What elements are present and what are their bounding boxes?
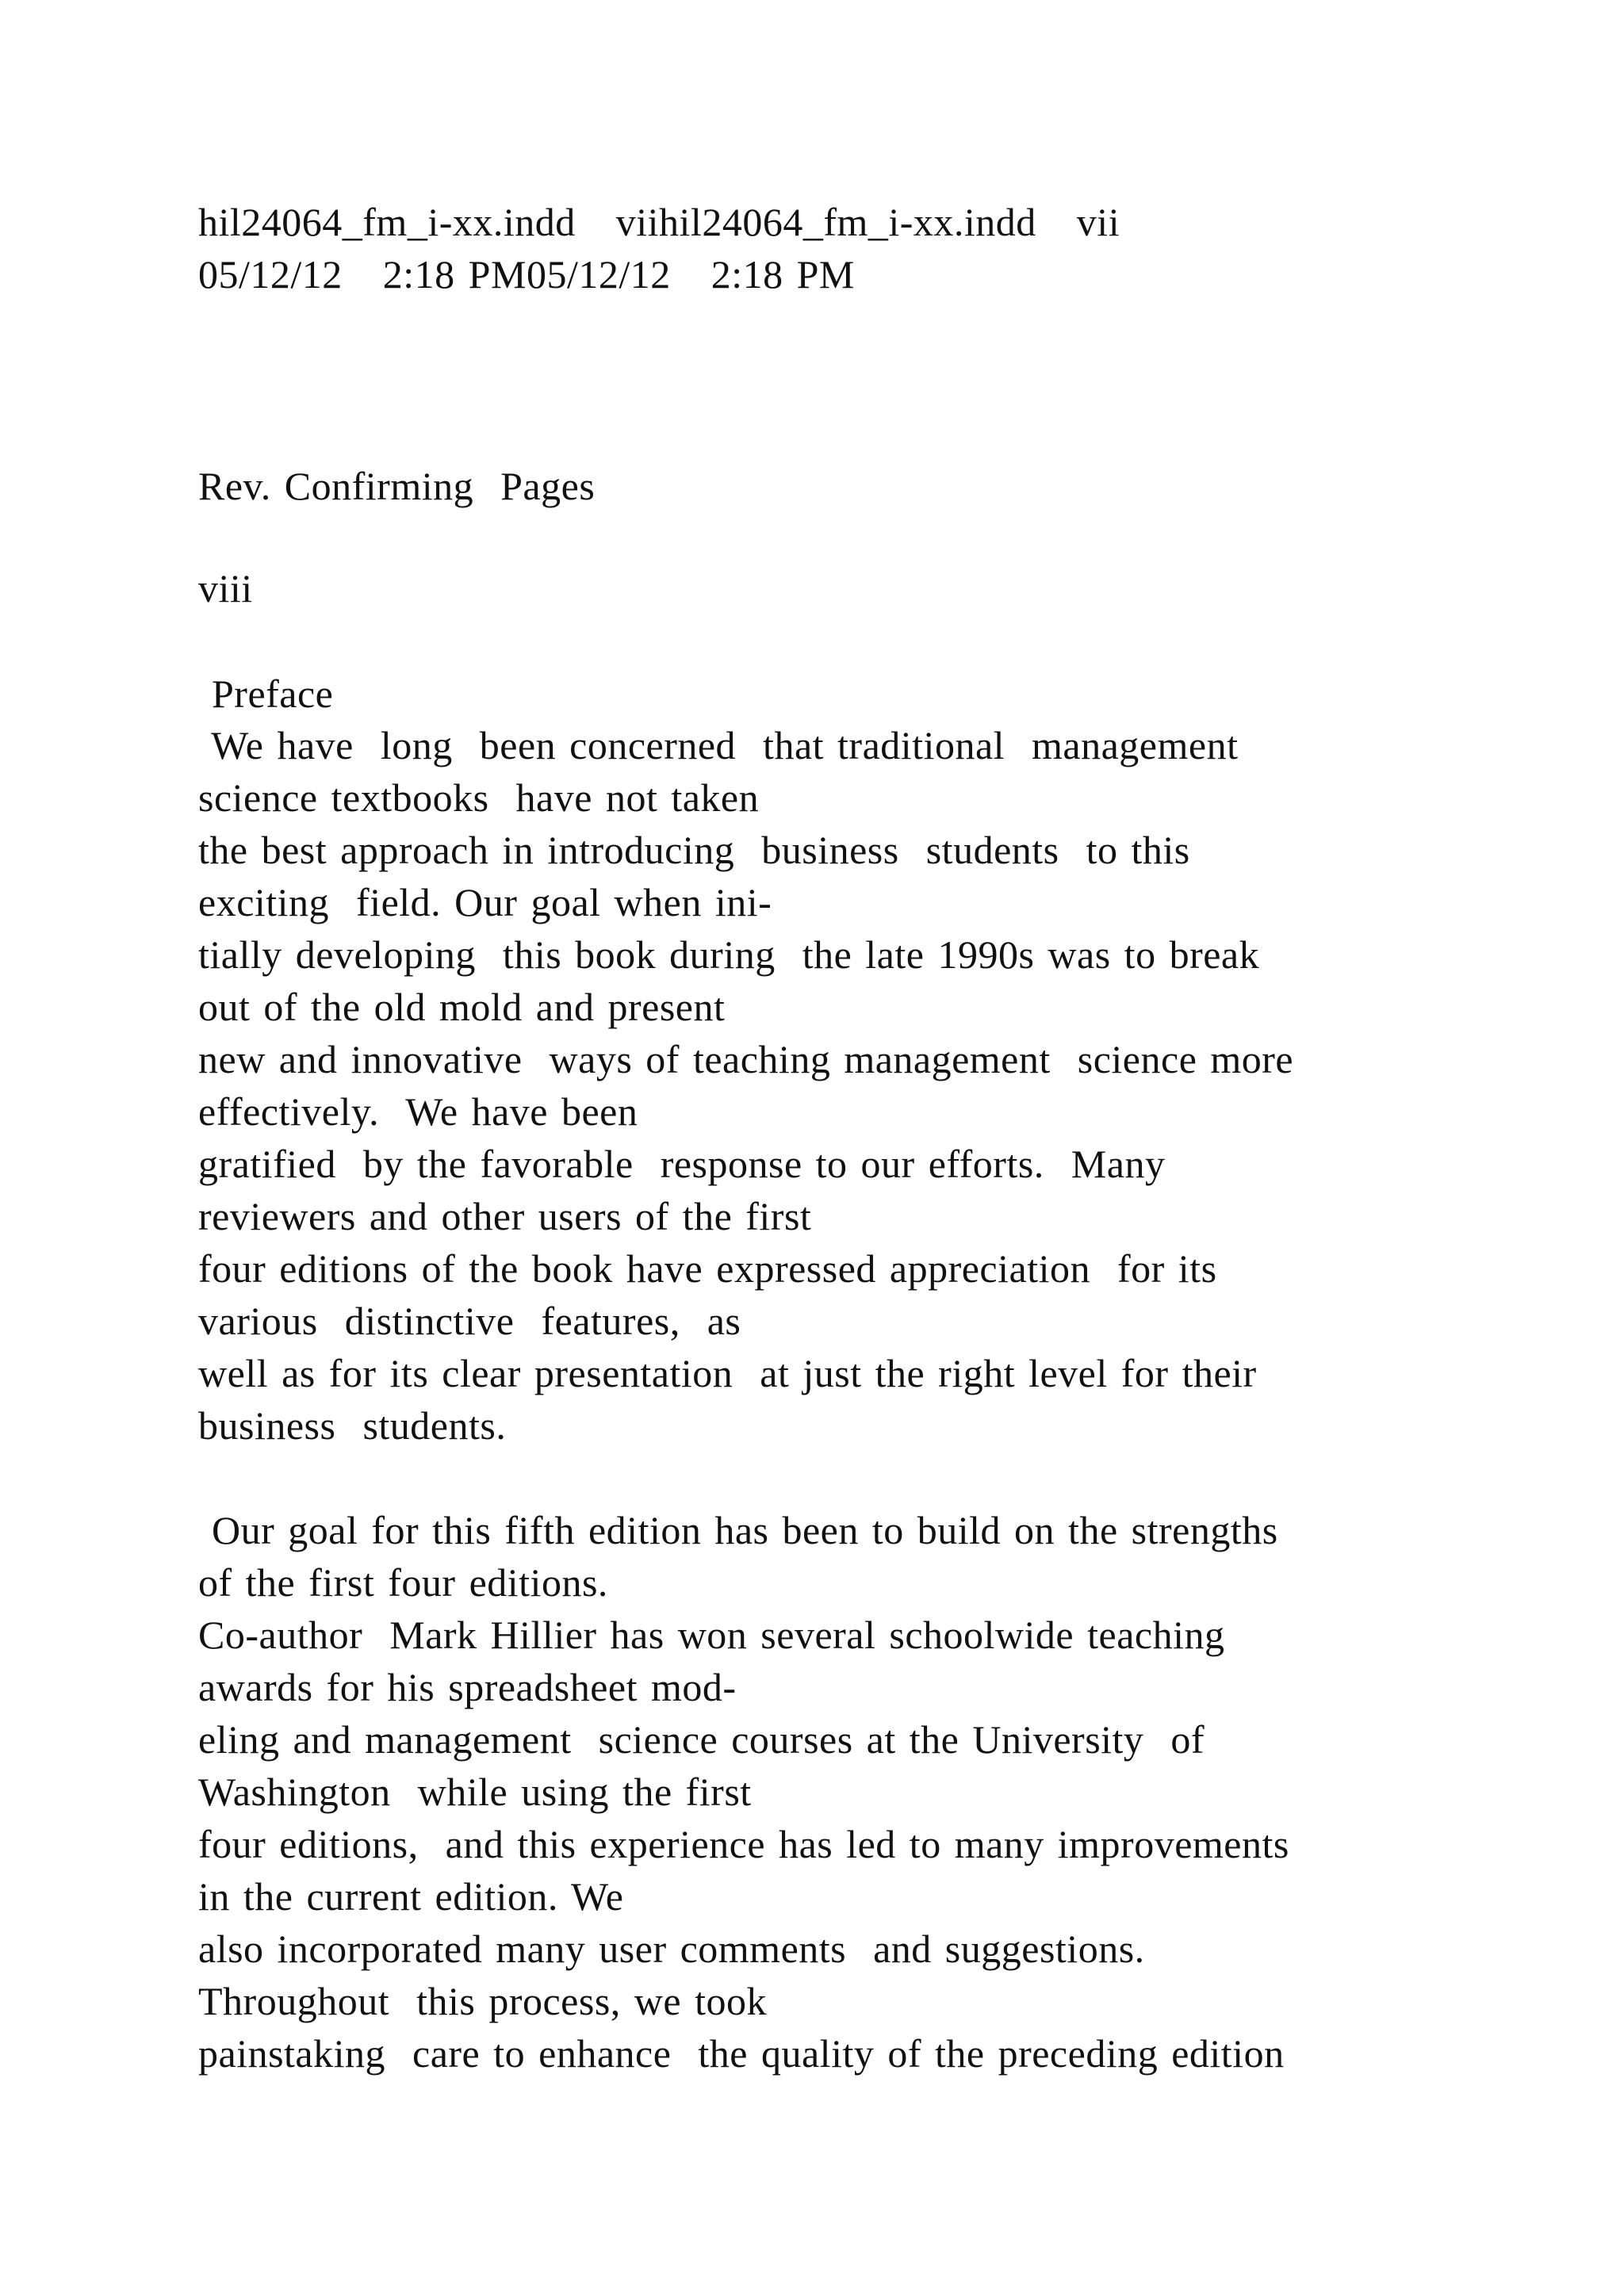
- body-line: four editions, and this experience has led to many improvements: [198, 1822, 1289, 1866]
- body-line: exciting field. Our goal when ini-: [198, 880, 772, 924]
- body-line: science textbooks have not taken: [198, 775, 760, 820]
- body-line: the best approach in introducing business students to this: [198, 828, 1190, 872]
- body-line: new and innovative ways of teaching management science more: [198, 1037, 1294, 1081]
- date-header-line: 05/12/12 2:18 PM05/12/12 2:18 PM: [198, 252, 855, 297]
- body-line: well as for its clear presentation at just the right level for their: [198, 1351, 1257, 1395]
- body-line: Throughout this process, we took: [198, 1979, 767, 2023]
- body-line: painstaking care to enhance the quality of the preceding edition: [198, 2031, 1285, 2076]
- body-line: Our goal for this fifth edition has been to build on the strengths: [198, 1508, 1278, 1552]
- section-title: Preface: [198, 672, 334, 716]
- body-line: awards for his spreadsheet mod-: [198, 1665, 737, 1709]
- body-line: reviewers and other users of the first: [198, 1194, 812, 1238]
- body-line: of the first four editions.: [198, 1560, 608, 1605]
- body-line: eling and management science courses at the University of: [198, 1717, 1205, 1762]
- body-line: various distinctive features, as: [198, 1299, 741, 1343]
- body-line: gratified by the favorable response to our efforts. Many: [198, 1142, 1166, 1186]
- body-line: Co-author Mark Hillier has won several schoolwide teaching: [198, 1613, 1225, 1657]
- body-line: four editions of the book have expressed appreciation for its: [198, 1246, 1217, 1291]
- body-line: Washington while using the first: [198, 1770, 752, 1814]
- page-number: viii: [198, 566, 253, 610]
- status-label: Rev. Confirming Pages: [198, 464, 596, 508]
- body-line: We have long been concerned that traditional management: [198, 723, 1239, 767]
- body-line: tially developing this book during the late 1990s was to break: [198, 932, 1260, 977]
- body-line: business students.: [198, 1403, 507, 1448]
- body-line: in the current edition. We: [198, 1874, 624, 1919]
- file-header-line: hil24064_fm_i-xx.indd viihil24064_fm_i-xx.indd vii: [198, 200, 1120, 244]
- body-line: also incorporated many user comments and suggestions.: [198, 1927, 1145, 1971]
- body-line: out of the old mold and present: [198, 985, 726, 1029]
- body-line: effectively. We have been: [198, 1089, 638, 1134]
